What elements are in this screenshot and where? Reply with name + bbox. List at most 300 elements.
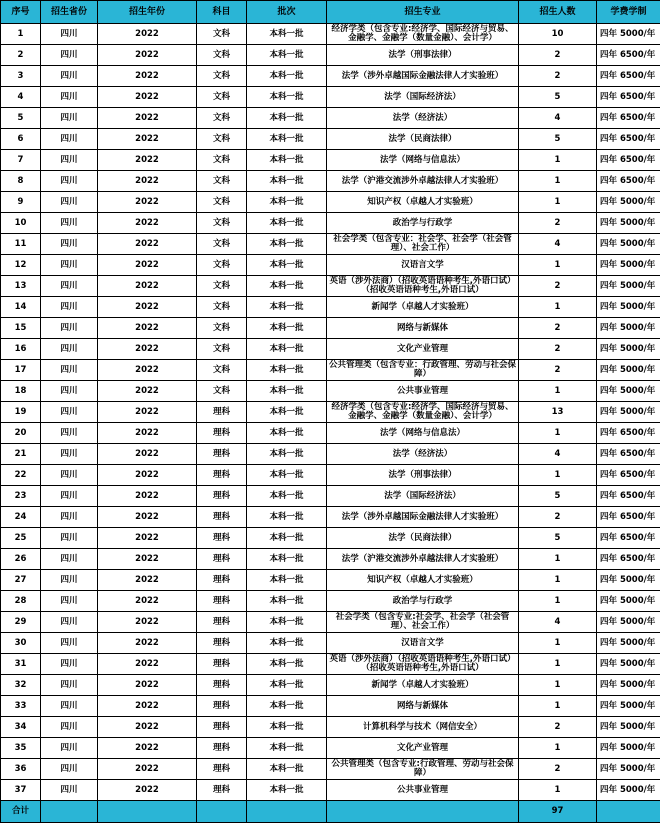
cell-province: 四川: [41, 318, 98, 339]
cell-subject: 文科: [197, 171, 247, 192]
cell-index: 1: [1, 24, 41, 45]
cell-tuition: 四年 5000/年: [597, 234, 660, 255]
cell-subject: 理科: [197, 738, 247, 759]
cell-batch: 本科一批: [247, 87, 327, 108]
cell-subject: 理科: [197, 591, 247, 612]
cell-subject: 文科: [197, 255, 247, 276]
cell-subject: 理科: [197, 759, 247, 780]
cell-index: 6: [1, 129, 41, 150]
cell-tuition: 四年 5000/年: [597, 591, 660, 612]
cell-batch: 本科一批: [247, 45, 327, 66]
cell-enrollment: 2: [519, 717, 597, 738]
table-row: [1, 66, 660, 87]
cell-index: 5: [1, 108, 41, 129]
cell-tuition: 四年 5000/年: [597, 780, 660, 801]
cell-subject: 文科: [197, 297, 247, 318]
cell-major: 新闻学（卓越人才实验班）: [327, 297, 519, 318]
cell-major: 汉语言文学: [327, 255, 519, 276]
cell-subject: 理科: [197, 675, 247, 696]
cell-batch: 本科一批: [247, 360, 327, 381]
cell-index: 3: [1, 66, 41, 87]
cell-year: 2022: [98, 465, 197, 486]
cell-year: 2022: [98, 339, 197, 360]
table-row: [1, 465, 660, 486]
cell-batch: 本科一批: [247, 633, 327, 654]
cell-year: 2022: [98, 213, 197, 234]
cell-enrollment: 1: [519, 465, 597, 486]
cell-subject: 文科: [197, 234, 247, 255]
cell-year: 2022: [98, 612, 197, 633]
table-row: [1, 612, 660, 633]
header-enrollment: 招生人数: [519, 1, 597, 24]
cell-province: 四川: [41, 423, 98, 444]
cell-enrollment: 1: [519, 549, 597, 570]
cell-major: 公共事业管理: [327, 780, 519, 801]
cell-province: 四川: [41, 507, 98, 528]
cell-major: 法学（涉外卓越国际金融法律人才实验班）: [327, 507, 519, 528]
cell-major: 法学（沪港交流涉外卓越法律人才实验班）: [327, 171, 519, 192]
cell-province: 四川: [41, 360, 98, 381]
cell-subject: 文科: [197, 129, 247, 150]
cell-tuition: 四年 5000/年: [597, 213, 660, 234]
cell-province: 四川: [41, 192, 98, 213]
cell-province: 四川: [41, 108, 98, 129]
cell-province: 四川: [41, 675, 98, 696]
cell-tuition: 四年 5000/年: [597, 759, 660, 780]
cell-major: 公共管理类（包含专业：行政管理、劳动与社会保障）: [327, 360, 519, 381]
cell-subject: 文科: [197, 381, 247, 402]
cell-index: 27: [1, 570, 41, 591]
cell-year: 2022: [98, 423, 197, 444]
cell-tuition: 四年 5000/年: [597, 402, 660, 423]
cell-tuition: 四年 5000/年: [597, 24, 660, 45]
cell-province: 四川: [41, 213, 98, 234]
cell-index: 35: [1, 738, 41, 759]
header-row: [1, 1, 660, 24]
cell-tuition: 四年 5000/年: [597, 633, 660, 654]
table-row: [1, 24, 660, 45]
cell-tuition: 四年 6500/年: [597, 528, 660, 549]
cell-index: 4: [1, 87, 41, 108]
cell-major: 文化产业管理: [327, 738, 519, 759]
cell-province: 四川: [41, 150, 98, 171]
cell-year: 2022: [98, 381, 197, 402]
cell-batch: 本科一批: [247, 234, 327, 255]
cell-year: 2022: [98, 87, 197, 108]
cell-province: 四川: [41, 570, 98, 591]
cell-batch: 本科一批: [247, 675, 327, 696]
cell-province: 四川: [41, 717, 98, 738]
cell-batch: 本科一批: [247, 213, 327, 234]
table-row: [1, 297, 660, 318]
cell-major: 公共事业管理: [327, 381, 519, 402]
cell-province: 四川: [41, 381, 98, 402]
cell-batch: 本科一批: [247, 780, 327, 801]
cell-enrollment: 1: [519, 423, 597, 444]
cell-year: 2022: [98, 486, 197, 507]
cell-batch: 本科一批: [247, 696, 327, 717]
cell-province: 四川: [41, 66, 98, 87]
cell-enrollment: 2: [519, 213, 597, 234]
cell-subject: 文科: [197, 87, 247, 108]
cell-index: 17: [1, 360, 41, 381]
cell-major: 知识产权（卓越人才实验班）: [327, 570, 519, 591]
cell-province: 四川: [41, 612, 98, 633]
cell-tuition: 四年 6500/年: [597, 129, 660, 150]
table-row: [1, 45, 660, 66]
cell-subject: 理科: [197, 465, 247, 486]
table-row: [1, 87, 660, 108]
cell-subject: 理科: [197, 633, 247, 654]
cell-subject: 文科: [197, 339, 247, 360]
table-row: [1, 150, 660, 171]
cell-enrollment: 10: [519, 24, 597, 45]
cell-batch: 本科一批: [247, 717, 327, 738]
total-label: 合计: [1, 801, 41, 823]
cell-subject: 理科: [197, 696, 247, 717]
cell-major: 计算机科学与技术（网信安全）: [327, 717, 519, 738]
cell-subject: 文科: [197, 192, 247, 213]
cell-tuition: 四年 6500/年: [597, 108, 660, 129]
cell-enrollment: 4: [519, 108, 597, 129]
cell-year: 2022: [98, 192, 197, 213]
cell-province: 四川: [41, 654, 98, 675]
cell-subject: 理科: [197, 612, 247, 633]
cell-enrollment: 2: [519, 318, 597, 339]
cell-subject: 文科: [197, 276, 247, 297]
cell-province: 四川: [41, 591, 98, 612]
cell-index: 24: [1, 507, 41, 528]
cell-batch: 本科一批: [247, 318, 327, 339]
cell-tuition: 四年 5000/年: [597, 612, 660, 633]
cell-province: 四川: [41, 486, 98, 507]
cell-year: 2022: [98, 360, 197, 381]
table-row: [1, 276, 660, 297]
cell-tuition: 四年 5000/年: [597, 318, 660, 339]
cell-batch: 本科一批: [247, 171, 327, 192]
cell-enrollment: 2: [519, 759, 597, 780]
cell-enrollment: 2: [519, 360, 597, 381]
cell-major: 社会学类（包含专业：社会学、社会学（社会管理）、社会工作）: [327, 234, 519, 255]
cell-index: 31: [1, 654, 41, 675]
cell-enrollment: 4: [519, 612, 597, 633]
cell-major: 法学（沪港交流涉外卓越法律人才实验班）: [327, 549, 519, 570]
cell-index: 28: [1, 591, 41, 612]
cell-tuition: 四年 5000/年: [597, 276, 660, 297]
table-row: [1, 381, 660, 402]
cell-tuition: 四年 6500/年: [597, 87, 660, 108]
cell-index: 16: [1, 339, 41, 360]
table-row: [1, 654, 660, 675]
cell-subject: 理科: [197, 423, 247, 444]
cell-province: 四川: [41, 549, 98, 570]
cell-index: 36: [1, 759, 41, 780]
cell-enrollment: 5: [519, 528, 597, 549]
cell-batch: 本科一批: [247, 528, 327, 549]
table-row: [1, 192, 660, 213]
cell-batch: 本科一批: [247, 507, 327, 528]
cell-major: 经济学类（包含专业:经济学、国际经济与贸易、金融学、金融学（数量金融）、会计学）: [327, 402, 519, 423]
table-row: [1, 423, 660, 444]
cell-subject: 理科: [197, 549, 247, 570]
cell-enrollment: 1: [519, 297, 597, 318]
cell-enrollment: 5: [519, 486, 597, 507]
cell-batch: 本科一批: [247, 192, 327, 213]
table-row: [1, 129, 660, 150]
cell-major: 汉语言文学: [327, 633, 519, 654]
cell-year: 2022: [98, 297, 197, 318]
cell-year: 2022: [98, 444, 197, 465]
cell-batch: 本科一批: [247, 465, 327, 486]
cell-enrollment: 1: [519, 738, 597, 759]
cell-year: 2022: [98, 234, 197, 255]
cell-subject: 理科: [197, 717, 247, 738]
table-row: [1, 696, 660, 717]
cell-tuition: 四年 5000/年: [597, 738, 660, 759]
cell-tuition: 四年 5000/年: [597, 654, 660, 675]
cell-index: 19: [1, 402, 41, 423]
cell-index: 18: [1, 381, 41, 402]
cell-major: 法学（网络与信息法）: [327, 150, 519, 171]
cell-major: 经济学类（包含专业:经济学、国际经济与贸易、金融学、金融学（数量金融）、会计学）: [327, 24, 519, 45]
cell-batch: 本科一批: [247, 759, 327, 780]
cell-subject: 理科: [197, 507, 247, 528]
cell-year: 2022: [98, 696, 197, 717]
cell-major: 英语（涉外法商）（招收英语语种考生,外语口试）（招收英语语种考生,外语口试）: [327, 276, 519, 297]
cell-subject: 文科: [197, 213, 247, 234]
cell-enrollment: 1: [519, 633, 597, 654]
table-row: [1, 528, 660, 549]
cell-batch: 本科一批: [247, 129, 327, 150]
cell-province: 四川: [41, 129, 98, 150]
table-row: [1, 717, 660, 738]
cell-enrollment: 2: [519, 507, 597, 528]
table-row: [1, 234, 660, 255]
cell-enrollment: 1: [519, 696, 597, 717]
cell-province: 四川: [41, 633, 98, 654]
cell-subject: 文科: [197, 360, 247, 381]
cell-tuition: 四年 5000/年: [597, 381, 660, 402]
cell-tuition: 四年 5000/年: [597, 297, 660, 318]
cell-index: 11: [1, 234, 41, 255]
cell-province: 四川: [41, 87, 98, 108]
table-row: [1, 759, 660, 780]
cell-province: 四川: [41, 171, 98, 192]
cell-major: 文化产业管理: [327, 339, 519, 360]
cell-year: 2022: [98, 276, 197, 297]
cell-year: 2022: [98, 171, 197, 192]
cell-tuition: 四年 6500/年: [597, 444, 660, 465]
cell-enrollment: 1: [519, 654, 597, 675]
cell-batch: 本科一批: [247, 24, 327, 45]
cell-province: 四川: [41, 696, 98, 717]
cell-major: 知识产权（卓越人才实验班）: [327, 192, 519, 213]
cell-subject: 文科: [197, 150, 247, 171]
cell-year: 2022: [98, 108, 197, 129]
cell-index: 13: [1, 276, 41, 297]
table-row: [1, 570, 660, 591]
cell-enrollment: 13: [519, 402, 597, 423]
cell-enrollment: 2: [519, 339, 597, 360]
cell-batch: 本科一批: [247, 570, 327, 591]
cell-major: 法学（涉外卓越国际金融法律人才实验班）: [327, 66, 519, 87]
header-province: 招生省份: [41, 1, 98, 24]
cell-province: 四川: [41, 402, 98, 423]
total-value: 97: [519, 801, 597, 823]
cell-enrollment: 1: [519, 150, 597, 171]
table-row: [1, 486, 660, 507]
cell-major: 网络与新媒体: [327, 318, 519, 339]
cell-index: 20: [1, 423, 41, 444]
cell-year: 2022: [98, 675, 197, 696]
cell-batch: 本科一批: [247, 381, 327, 402]
table-header: [1, 1, 660, 24]
table-row: [1, 633, 660, 654]
cell-province: 四川: [41, 276, 98, 297]
cell-index: 32: [1, 675, 41, 696]
table-row: [1, 255, 660, 276]
cell-major: 法学（国际经济法）: [327, 486, 519, 507]
header-subject: 科目: [197, 1, 247, 24]
table-row: [1, 549, 660, 570]
cell-batch: 本科一批: [247, 150, 327, 171]
cell-enrollment: 4: [519, 444, 597, 465]
cell-major: 法学（民商法律）: [327, 528, 519, 549]
cell-major: 政治学与行政学: [327, 591, 519, 612]
table-row: [1, 213, 660, 234]
cell-batch: 本科一批: [247, 444, 327, 465]
cell-tuition: 四年 5000/年: [597, 192, 660, 213]
table-row: [1, 738, 660, 759]
cell-batch: 本科一批: [247, 66, 327, 87]
cell-subject: 文科: [197, 108, 247, 129]
cell-batch: 本科一批: [247, 276, 327, 297]
cell-province: 四川: [41, 339, 98, 360]
cell-batch: 本科一批: [247, 612, 327, 633]
cell-index: 25: [1, 528, 41, 549]
cell-index: 12: [1, 255, 41, 276]
cell-tuition: 四年 5000/年: [597, 696, 660, 717]
cell-enrollment: 1: [519, 675, 597, 696]
table-row: [1, 171, 660, 192]
cell-province: 四川: [41, 234, 98, 255]
cell-index: 22: [1, 465, 41, 486]
cell-batch: 本科一批: [247, 339, 327, 360]
cell-year: 2022: [98, 549, 197, 570]
cell-index: 8: [1, 171, 41, 192]
cell-tuition: 四年 6500/年: [597, 66, 660, 87]
cell-province: 四川: [41, 465, 98, 486]
cell-enrollment: 5: [519, 129, 597, 150]
cell-year: 2022: [98, 759, 197, 780]
table-row: [1, 402, 660, 423]
cell-province: 四川: [41, 45, 98, 66]
cell-subject: 文科: [197, 45, 247, 66]
cell-year: 2022: [98, 45, 197, 66]
cell-major: 政治学与行政学: [327, 213, 519, 234]
cell-tuition: 四年 5000/年: [597, 255, 660, 276]
cell-major: 法学（网络与信息法）: [327, 423, 519, 444]
cell-enrollment: 5: [519, 87, 597, 108]
cell-major: 英语（涉外法商）（招收英语语种考生,外语口试）（招收英语语种考生,外语口试）: [327, 654, 519, 675]
cell-index: 26: [1, 549, 41, 570]
cell-batch: 本科一批: [247, 297, 327, 318]
cell-major: 法学（刑事法律）: [327, 465, 519, 486]
cell-major: 法学（国际经济法）: [327, 87, 519, 108]
cell-major: 法学（民商法律）: [327, 129, 519, 150]
cell-tuition: 四年 6500/年: [597, 423, 660, 444]
cell-year: 2022: [98, 780, 197, 801]
cell-year: 2022: [98, 24, 197, 45]
cell-tuition: 四年 6500/年: [597, 150, 660, 171]
cell-year: 2022: [98, 633, 197, 654]
cell-batch: 本科一批: [247, 255, 327, 276]
cell-index: 21: [1, 444, 41, 465]
cell-batch: 本科一批: [247, 549, 327, 570]
cell-index: 30: [1, 633, 41, 654]
cell-subject: 理科: [197, 570, 247, 591]
cell-tuition: 四年 5000/年: [597, 339, 660, 360]
cell-major: 新闻学（卓越人才实验班）: [327, 675, 519, 696]
cell-enrollment: 2: [519, 276, 597, 297]
cell-tuition: 四年 6500/年: [597, 465, 660, 486]
cell-major: 法学（刑事法律）: [327, 45, 519, 66]
cell-batch: 本科一批: [247, 108, 327, 129]
cell-subject: 理科: [197, 444, 247, 465]
cell-subject: 理科: [197, 528, 247, 549]
cell-enrollment: 1: [519, 192, 597, 213]
cell-major: 法学（经济法）: [327, 444, 519, 465]
cell-tuition: 四年 6500/年: [597, 486, 660, 507]
cell-major: 法学（经济法）: [327, 108, 519, 129]
cell-subject: 理科: [197, 402, 247, 423]
cell-year: 2022: [98, 66, 197, 87]
cell-year: 2022: [98, 528, 197, 549]
table-row: [1, 360, 660, 381]
cell-province: 四川: [41, 738, 98, 759]
cell-year: 2022: [98, 570, 197, 591]
cell-subject: 理科: [197, 654, 247, 675]
table-row: [1, 339, 660, 360]
cell-index: 23: [1, 486, 41, 507]
table-row: [1, 507, 660, 528]
cell-year: 2022: [98, 150, 197, 171]
cell-index: 2: [1, 45, 41, 66]
cell-major: 社会学类（包含专业:社会学、社会学（社会管理）、社会工作）: [327, 612, 519, 633]
cell-subject: 理科: [197, 486, 247, 507]
cell-index: 15: [1, 318, 41, 339]
cell-province: 四川: [41, 297, 98, 318]
cell-enrollment: 1: [519, 780, 597, 801]
cell-major: 网络与新媒体: [327, 696, 519, 717]
table-body: [1, 24, 660, 801]
cell-year: 2022: [98, 654, 197, 675]
cell-major: 公共管理类（包含专业:行政管理、劳动与社会保障）: [327, 759, 519, 780]
cell-index: 29: [1, 612, 41, 633]
cell-year: 2022: [98, 255, 197, 276]
cell-year: 2022: [98, 591, 197, 612]
cell-batch: 本科一批: [247, 423, 327, 444]
cell-index: 7: [1, 150, 41, 171]
cell-year: 2022: [98, 318, 197, 339]
cell-enrollment: 1: [519, 381, 597, 402]
cell-index: 14: [1, 297, 41, 318]
cell-province: 四川: [41, 24, 98, 45]
cell-province: 四川: [41, 759, 98, 780]
cell-tuition: 四年 6500/年: [597, 549, 660, 570]
cell-batch: 本科一批: [247, 486, 327, 507]
header-tuition: 学费学制: [597, 1, 660, 24]
